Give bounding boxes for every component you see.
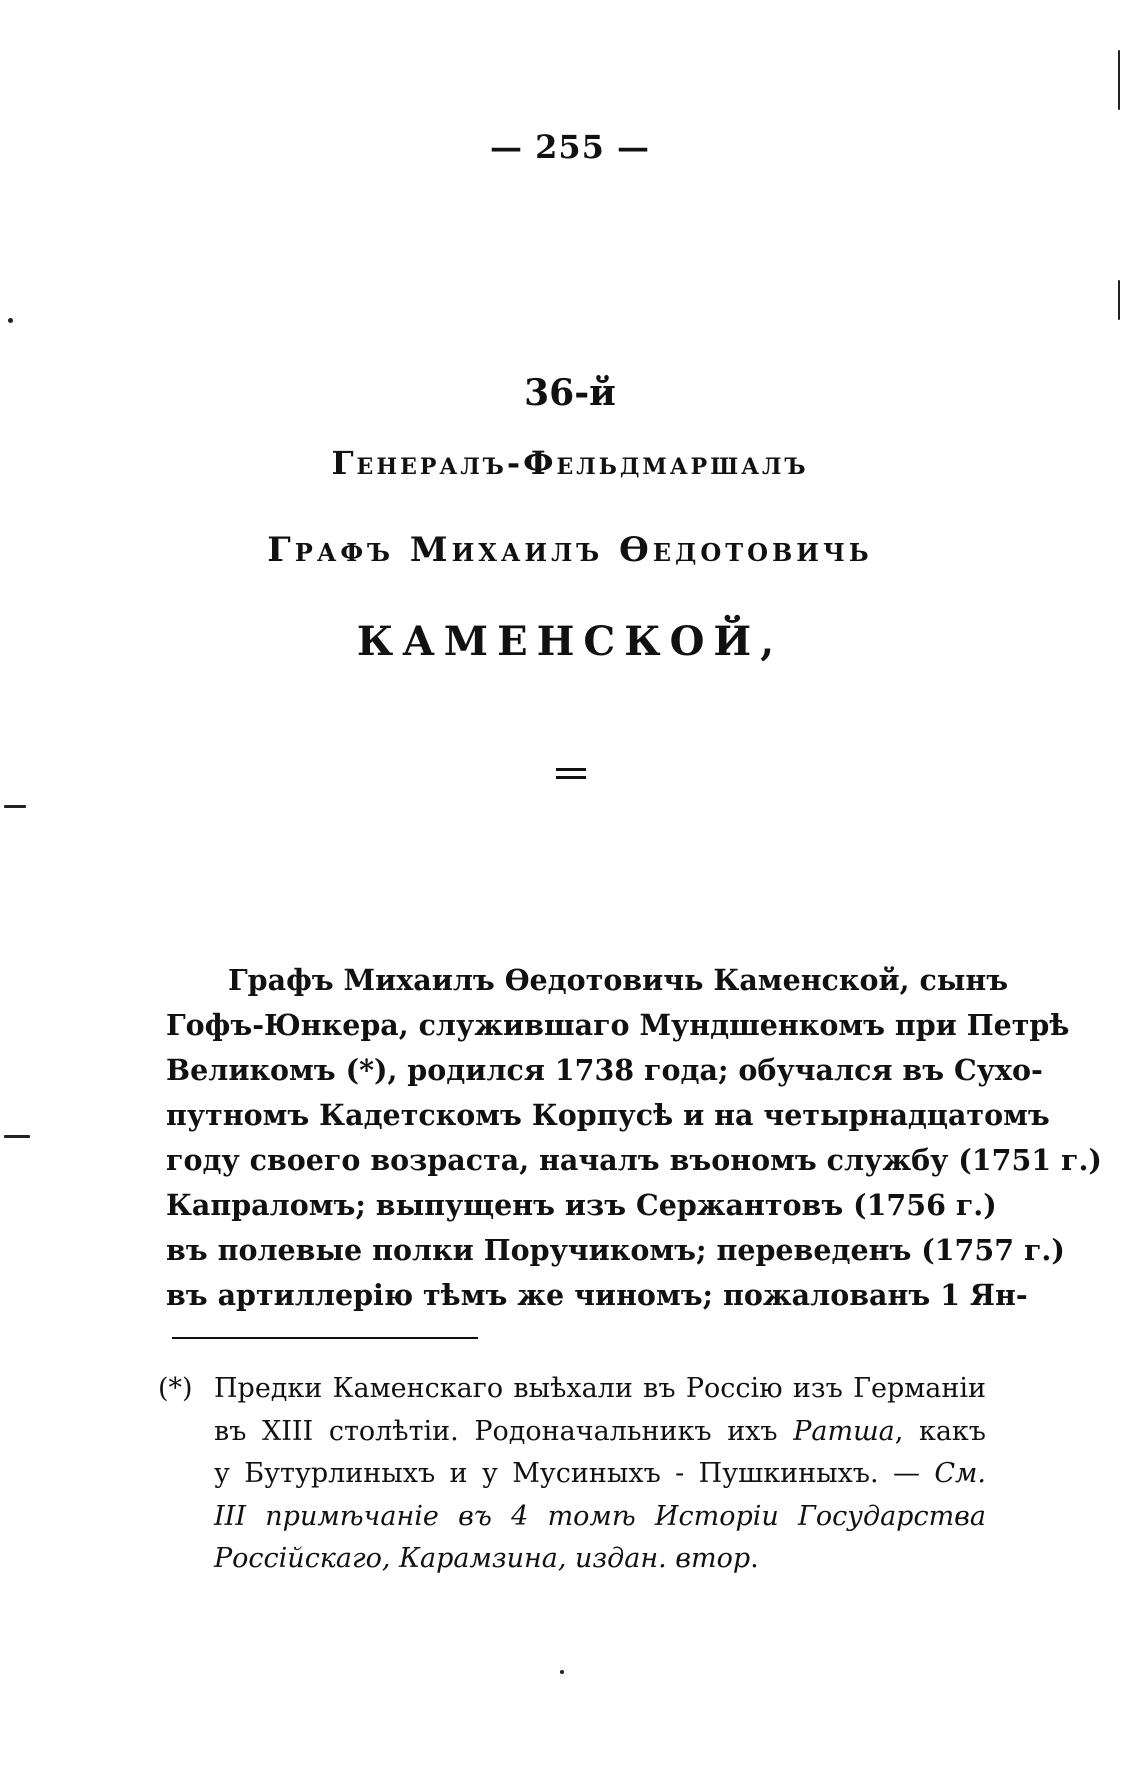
body-line: Графъ Михаилъ Ѳедотовичь Каменской, сынъ <box>228 963 1009 997</box>
scan-speck <box>4 1135 30 1138</box>
footnote-line <box>158 1453 986 1496</box>
double-line-separator <box>556 768 586 780</box>
footnote-text: . <box>750 1543 759 1574</box>
footnote-italic-citation: Россійскаго, Карамзина, издан. втор <box>214 1543 751 1574</box>
footnote-text: въ XIII столѣтіи. Родоначальникъ ихъ <box>214 1415 794 1447</box>
footnote-line: III примѣчаніе въ 4 томѣ Исторіи Государства <box>214 1500 986 1532</box>
page-number: — 255 — <box>489 128 651 166</box>
separator-line-top <box>556 768 586 771</box>
heading-ordinal: 36-й <box>524 372 616 414</box>
footnote-italic-see: См. <box>934 1458 986 1489</box>
footnote-line <box>158 1368 986 1411</box>
footnote-italic-name: Ратша <box>793 1415 895 1447</box>
heading-rank: Генералъ-Фельдмаршалъ <box>331 444 809 482</box>
heading-name: Графъ Михаилъ Ѳедотовичь <box>267 530 873 570</box>
footnote <box>158 1368 986 1581</box>
scan-speck <box>1118 280 1120 320</box>
scan-speck <box>560 1670 564 1674</box>
separator-line-bottom <box>556 776 586 779</box>
footnote-marker: (*) <box>158 1373 193 1404</box>
footnote-line <box>158 1411 986 1454</box>
heading-surname: КАМЕНСКОЙ, <box>356 618 784 665</box>
footnote-text: у Бутурлиныхъ и у Мусиныхъ - Пушкиныхъ. — <box>214 1458 935 1489</box>
body-line: въ полевые полки Поручикомъ; переведенъ (1757 г.) <box>166 1233 1065 1267</box>
footnote-line <box>158 1538 986 1581</box>
scan-speck <box>4 805 26 808</box>
body-line: въ артиллерію тѣмъ же чиномъ; пожалованъ 1 Ян- <box>166 1278 1028 1312</box>
footnote-text: , какъ <box>894 1415 986 1447</box>
body-line: путномъ Кадетскомъ Корпусѣ и на четырнадцатомъ <box>166 1098 1050 1132</box>
scan-speck <box>8 318 13 323</box>
footnote-text: Предки Каменскаго выѣхали въ Россію изъ Германіи <box>214 1373 986 1404</box>
body-paragraph <box>166 958 1102 1318</box>
footnote-rule <box>172 1337 478 1339</box>
body-line: году своего возраста, началъ въономъ службу (1751 г.) <box>166 1143 1102 1177</box>
body-line: Великомъ (*), родился 1738 года; обучался въ Сухо- <box>166 1053 1043 1087</box>
body-line: Гофъ-Юнкера, служившаго Мундшенкомъ при Петрѣ <box>166 1008 1070 1042</box>
scan-speck <box>1118 50 1120 110</box>
body-line: Капраломъ; выпущенъ изъ Сержантовъ (1756 г.) <box>166 1188 997 1222</box>
